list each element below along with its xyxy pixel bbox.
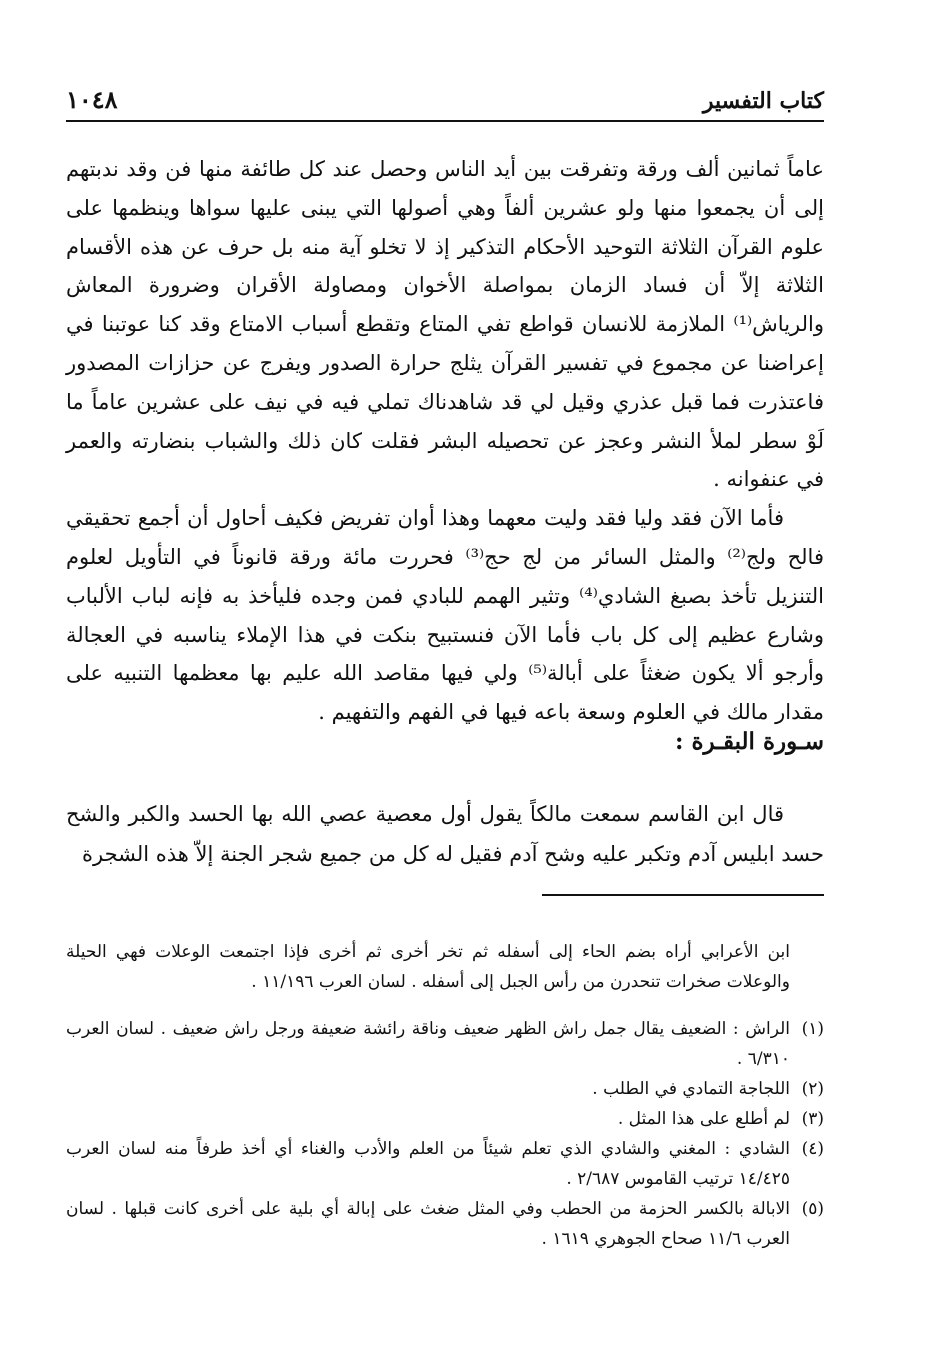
footnote-text: الابالة بالكسر الحزمة من الحطب وفي المثل ضغث على إبالة أي بلية على أخرى كانت قبلها . لسان العرب ١١/٦ صحاح الجوهري ١٦١٩ . bbox=[66, 1199, 790, 1249]
footnote-separator bbox=[542, 894, 824, 896]
footnote-4 bbox=[66, 1134, 824, 1194]
footnote-mark: (٣) bbox=[801, 1109, 824, 1129]
footnote-mark: (٥) bbox=[801, 1199, 824, 1219]
surah-text bbox=[66, 794, 824, 874]
footnote-text: الشادي : المغني والشادي الذي تعلم شيئاً من العلم والأدب والغناء أي أخذ طرفاً منه لسان العرب ١٤/٤٢٥ ترتيب القاموس ٢/٦٨٧ . bbox=[66, 1139, 790, 1189]
footnote-3 bbox=[66, 1104, 824, 1134]
footnote-5 bbox=[66, 1194, 824, 1254]
footnote-text: لم أطلع على هذا المثل . bbox=[617, 1109, 790, 1129]
page-header bbox=[66, 86, 824, 122]
footnote-text: اللجاجة التمادي في الطلب . bbox=[592, 1079, 790, 1099]
footnote-2 bbox=[66, 1074, 824, 1104]
paragraph-second: فأما الآن فقد وليا فقد وليت معهما وهذا أوان تفريض فكيف أحاول أن أجمع تحقيقي فالح ولج⁽²⁾ والمثل السائر من لج حج⁽³⁾ فحررت مائة ورقة قانوناً في التأويل لعلوم التنزيل تأخذ بصبغ الشادي⁽⁴⁾ وتثير الهمم للبادي فمن وجده فليأخذ به فإنه لباب الألباب وشارع عظيم إلى كل باب فأما الآن فنستبيح بنكت في هذا الإملاء يناسبه في العجالة وأرجو ألا يكون ضغثاً على أبالة⁽⁵⁾ ولي فيها مقاصد الله عليم بها معظمها التنبيه على مقدار مالك في العلوم وسعة باعه فيها في الفهم والتفهيم . bbox=[66, 506, 824, 725]
paragraph-surah: قال ابن القاسم سمعت مالكاً يقول أول معصية عصي الله بها الحسد والكبر والشح حسد ابليس آدم وتكبر عليه وشح آدم فقيل له كل من جميع شجر الجنة إلاّ هذه الشجرة bbox=[66, 802, 824, 866]
footnote-mark: (١) bbox=[801, 1019, 824, 1039]
footnote-mark: (٤) bbox=[801, 1139, 824, 1159]
footnote-continuation: ابن الأعرابي أراه بضم الحاء إلى أسفله ثم تخر أخرى ثم أخرى فإذا اجتمعت الوعلات فهي الحيلة والوعلات صخرات تنحدرن من رأس الجبل إلى أسفله . لسان العرب ١١/١٩٦ . bbox=[66, 942, 790, 992]
running-title: كتاب التفسير bbox=[702, 88, 824, 114]
footnote-text: الراش : الضعيف يقال جمل راش الظهر ضعيف وناقة رائشة ضعيفة ورجل راش ضعيف . لسان العرب ٦/٣١٠ . bbox=[66, 1019, 790, 1069]
main-text bbox=[66, 150, 824, 732]
paragraph-intro: عاماً ثمانين ألف ورقة وتفرقت بين أيد الناس وحصل عند كل طائفة منها فن وقد ندبتهم إلى أن يجمعوا منها ولو عشرين ألفاً وهي أصولها التي يبنى عليها سواها وينظمها على علوم القرآن الثلاثة التوحيد الأحكام التذكير إذ لا تخلو آية منه بل حرف عن هذه الأقسام الثلاثة إلاّ أن فساد الزمان بمواصلة الأخوان ومصاولة الأقران وضرورة المعاش والرياش⁽¹⁾ الملازمة للانسان قواطع تفي المتاع وتقطع أسباب الامتاع وقد كنا عوتبنا في إعراضنا عن مجموع في تفسير القرآن يثلج حرارة الصدور ويفرج عن حزازات المصدور فاعتذرت فما قبل عذري وقيل لي قد شاهدناك تملي فيه في نيف على عشرين عاماً ما لَوْ سطر لملأ النشر وعجز عن تحصيله البشر فقلت كان ذلك والشباب بنضارته والعمر في عنفوانه . bbox=[66, 157, 824, 492]
footnote-1 bbox=[66, 1014, 824, 1074]
surah-heading: سـورة البقـرة : bbox=[674, 728, 824, 755]
footnote-mark: (٢) bbox=[801, 1079, 824, 1099]
page-number: ١٠٤٨ bbox=[66, 85, 118, 114]
footnotes bbox=[66, 920, 824, 1254]
